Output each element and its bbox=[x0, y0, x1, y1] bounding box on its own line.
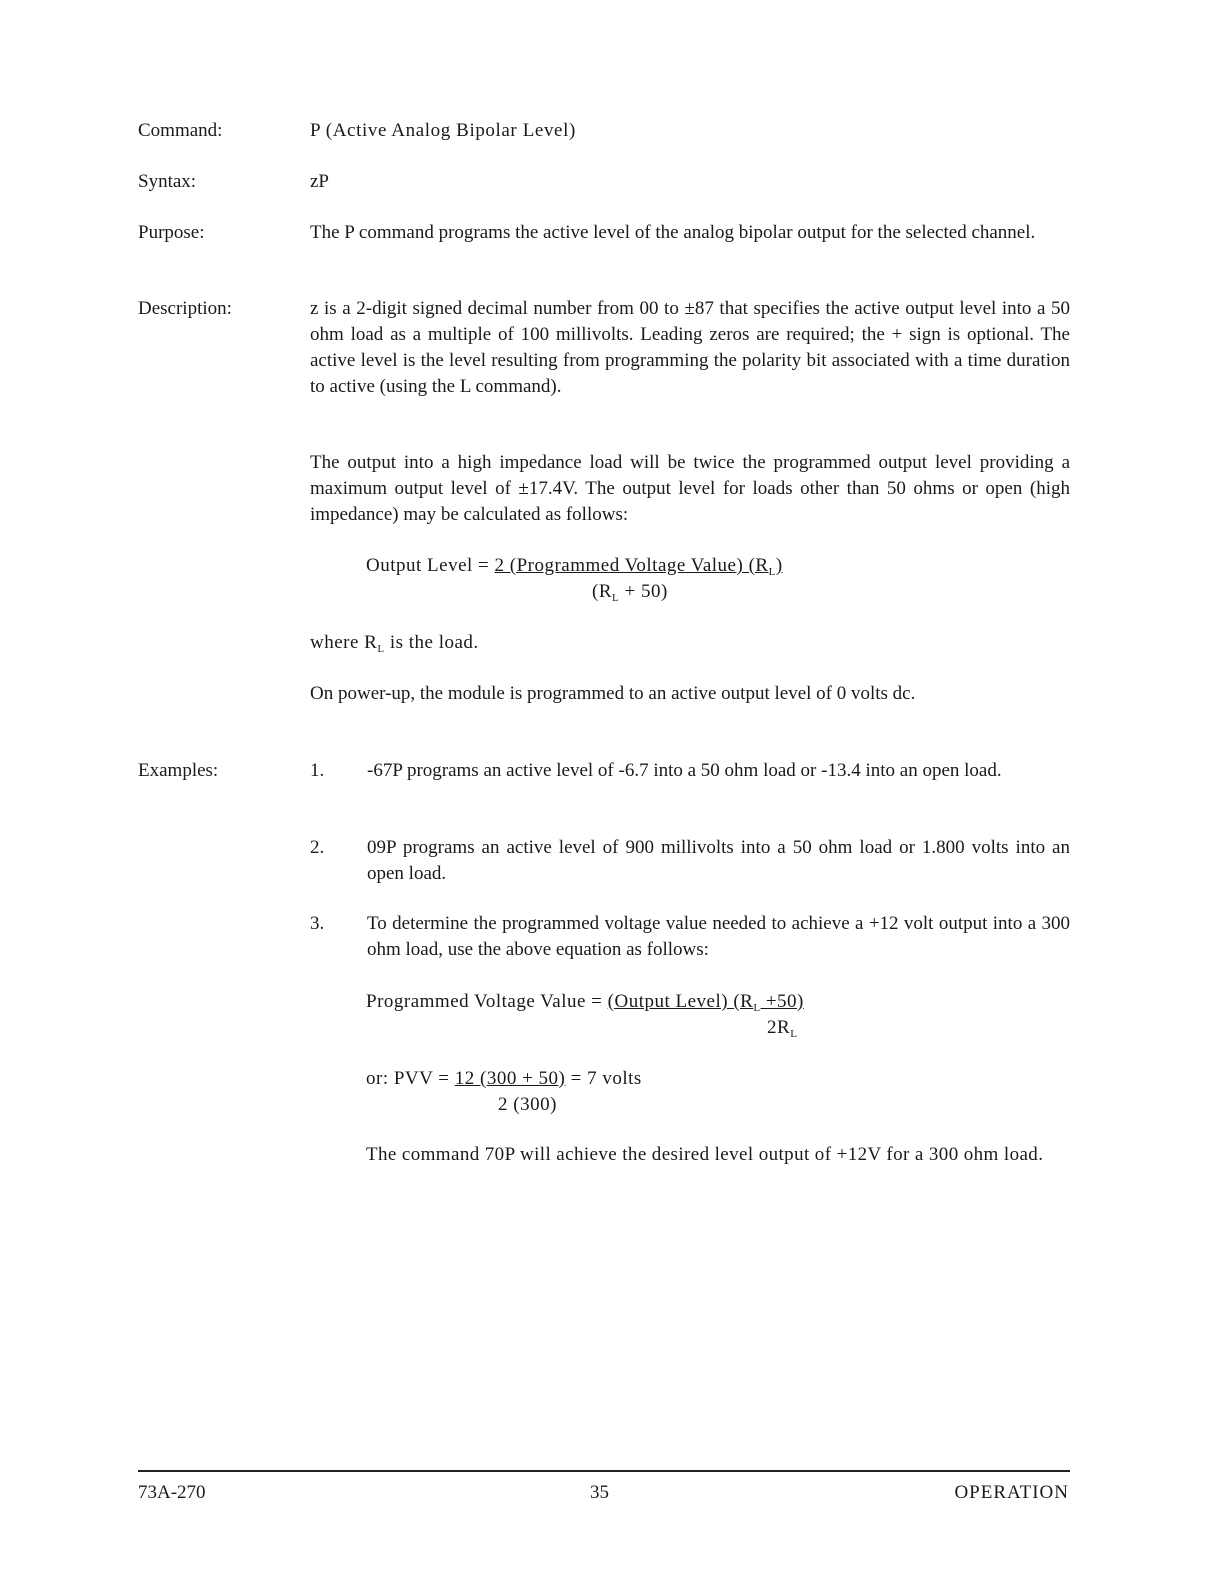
footer-doc-number: 73A-270 bbox=[138, 1482, 206, 1503]
syntax-value: zP bbox=[310, 171, 329, 192]
conclusion-text: The command 70P will achieve the desired level output of +12V for a 300 ohm load. bbox=[366, 1144, 1044, 1165]
calc-result: = 7 volts bbox=[565, 1068, 642, 1089]
example-number: 2. bbox=[310, 837, 325, 858]
footer-section: OPERATION bbox=[954, 1482, 1069, 1503]
power-up-text: On power-up, the module is programmed to an active output level of 0 volts dc. bbox=[310, 683, 916, 704]
purpose-label: Purpose: bbox=[138, 222, 205, 243]
example-number: 3. bbox=[310, 913, 325, 934]
pvv-denominator: $2R_L$ bbox=[767, 1017, 798, 1040]
calc-denominator: 2 (300) bbox=[498, 1094, 557, 1115]
syntax-label: Syntax: bbox=[138, 171, 197, 192]
pvv-calculation bbox=[366, 1066, 642, 1092]
calc-numerator: 12 (300 + 50) bbox=[454, 1068, 566, 1089]
example-text: -67P programs an active level of -6.7 into a 50 ohm load or -13.4 into an open load. bbox=[367, 760, 1002, 781]
pvv-lhs: Programmed Voltage Value = bbox=[366, 991, 608, 1012]
examples-label: Examples: bbox=[138, 760, 219, 781]
calc-lhs: or: PVV = bbox=[366, 1068, 455, 1089]
purpose-text: The P command programs the active level of the analog bipolar output for the selected channel. bbox=[310, 222, 1036, 243]
footer-rule bbox=[138, 1470, 1070, 1472]
footer-page-number: 35 bbox=[590, 1482, 609, 1503]
output-level-equation bbox=[366, 553, 783, 585]
description-paragraph-1: z is a 2-digit signed decimal number from 00 to ±87 that specifies the active output level into a 50 ohm load as a multiple of 100 millivolts. Leading zeros are required; the + sign is optional. The active level is the level resulting from programming the polarity bit associated with a time duration to active (using the L command). bbox=[310, 298, 1070, 397]
pvv-equation bbox=[366, 989, 804, 1021]
command-label: Command: bbox=[138, 120, 223, 141]
description-paragraph-2: The output into a high impedance load will be twice the programmed output level providing a maximum output level of ±17.4V. The output level for loads other than 50 ohms or open (high impedance) may be calculated as follows: bbox=[310, 452, 1070, 525]
output-level-denominator: $(R_L + 50)$ bbox=[592, 581, 668, 604]
example-text: To determine the programmed voltage value needed to achieve a +12 volt output into a 300 ohm load, use the above equation as follows: bbox=[367, 913, 1070, 960]
example-text: 09P programs an active level of 900 millivolts into a 50 ohm load or 1.800 volts into an open load. bbox=[367, 837, 1070, 884]
pvv-numerator: (Output Level) $(R_L +50)$ bbox=[607, 991, 804, 1014]
command-value: P (Active Analog Bipolar Level) bbox=[310, 120, 576, 141]
equation-lhs: Output Level = bbox=[366, 555, 495, 576]
equation-numerator: 2 (Programmed Voltage Value) $(R_L)$ bbox=[494, 555, 783, 578]
description-label: Description: bbox=[138, 298, 232, 319]
example-number: 1. bbox=[310, 760, 325, 781]
where-text: where $R_L$ is the load. bbox=[310, 632, 479, 655]
